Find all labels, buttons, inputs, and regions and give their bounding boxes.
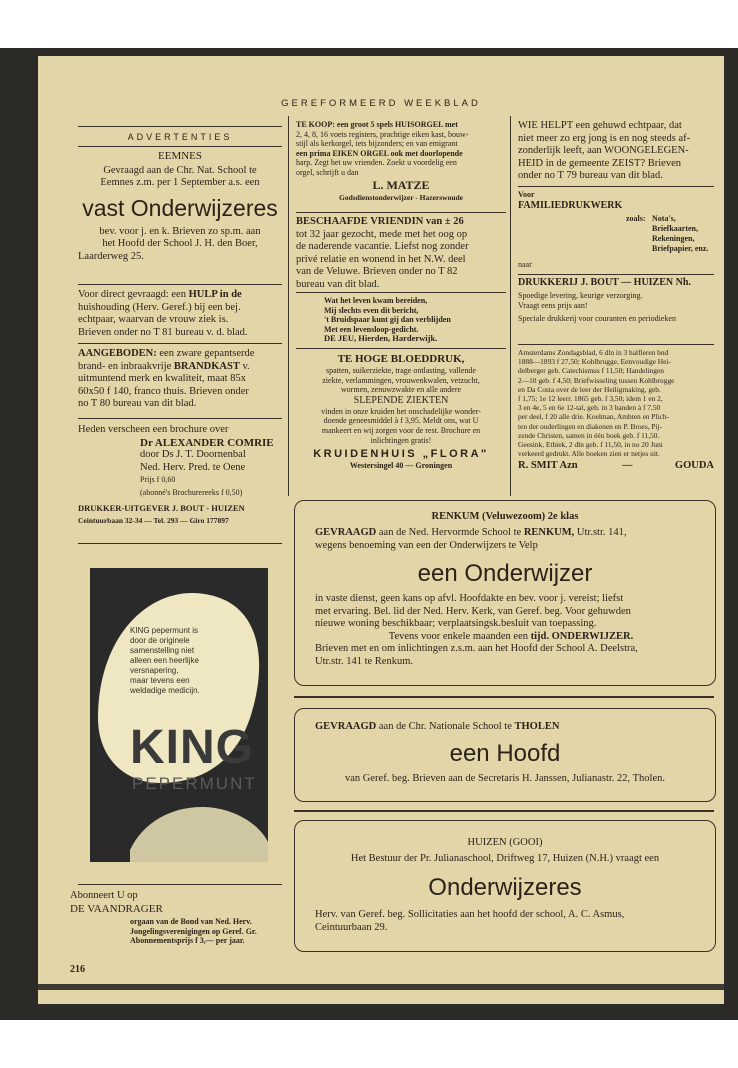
ad-line: Jongelingsverenigingen op Geref. Gr.: [130, 926, 257, 936]
ad-line: Ceintuurbaan 29.: [315, 921, 388, 933]
king-text-line: alleen een heerlijke: [130, 656, 199, 665]
ad-brandkast: [78, 348, 282, 411]
ad-line: inlichtingen gratis!: [370, 435, 432, 445]
rule: [296, 292, 506, 293]
ad-comrie: [78, 424, 282, 527]
ad-headline: een Hoofd: [449, 740, 561, 767]
ad-line: Vraagt eens prijs aan!: [518, 300, 588, 310]
ad-line: f 1,75; 1e 12 leerr. 1865 geb. f 3,50; idem 1 en 2,: [518, 394, 663, 404]
ad-bout: [518, 190, 714, 324]
ad-text: aan de Chr. Nationale School te: [376, 721, 515, 732]
ad-line: Laarderweg 25.: [78, 250, 144, 262]
ad-line: zende Christen, samen in één boek geb. f 11,50.: [518, 430, 660, 440]
ad-headline: Onderwijzeres: [428, 874, 582, 901]
ad-line: doende geneesmiddel à f 3,95. Meldt ons, wat U: [323, 416, 479, 426]
ad-hulp: [78, 289, 282, 339]
king-text-line: weldadige medicijn.: [130, 686, 200, 695]
ad-line: Het Bestuur der Pr. Julianaschool, Driftweg 17, Huizen (N.H.) vraagt een: [350, 853, 660, 864]
rule: [78, 284, 282, 285]
rule: [296, 212, 506, 213]
ad-line: 2, 4, 8, 16 voets registers, prachtige eiken kast, bouw-: [296, 129, 469, 139]
ad-line: Amsterdams Zondagsblad, 6 dln in 3 halfleren bnd: [518, 348, 669, 357]
ad-text-bold: GEVRAAGD: [315, 721, 377, 732]
king-peppermint-ad: [90, 568, 268, 862]
ad-line: Utr.str. 141 te Renkum.: [315, 655, 413, 667]
column-divider: [510, 116, 511, 496]
ad-line: Spoedige levering, keurige verzorging.: [518, 291, 643, 301]
ad-line: Dr ALEXANDER COMRIE: [140, 436, 274, 449]
ad-text: aan de Ned. Hervormde School te: [376, 527, 524, 538]
ad-box-tholen: [294, 708, 716, 802]
ad-name: R. SMIT Azn: [518, 460, 578, 472]
ad-name: KRUIDENHUIS „FLORA": [313, 448, 489, 461]
ad-line: orgel, schrijft u dan: [296, 167, 359, 177]
ad-line: van Geref. beg. Brieven aan de Secretaris H. Janssen, Julianastr. 22, Tholen.: [345, 773, 665, 784]
tholen-line: [315, 721, 707, 734]
ad-line: met ervaring. Bel. lid der Ned. Herv. Kerk, van Geref. beg. Voor gehuwden: [315, 605, 631, 617]
ad-line: bev. voor j. en k. Brieven zo sp.m. aan: [99, 225, 261, 237]
ad-line: ten der ouderlingen en diakenen en P. Broes, Pij-: [518, 421, 663, 431]
ad-line: privé relatie en wonend in het N.W. deel: [296, 253, 466, 265]
ad-text-bold: HULP in de: [188, 289, 242, 300]
ad-line: (abonné's Brochurereeks f 0,50): [140, 487, 243, 497]
ad-text: Nota's,: [652, 213, 676, 223]
rule: [78, 146, 282, 147]
ad-line: FAMILIEDRUKWERK: [518, 199, 623, 211]
rule: [294, 696, 714, 698]
rule: [518, 274, 714, 275]
ad-line: wegens benoeming van een der Onderwijzers te Velp: [315, 539, 538, 551]
ad-line: het Hoofd der School J. H. den Boer,: [102, 238, 258, 249]
ad-box-renkum: [294, 500, 716, 686]
ad-vaandrager: [70, 890, 282, 946]
bout-items: [518, 212, 714, 260]
ad-line: 't Bruidspaar kunt gij dan verblijden: [324, 315, 451, 325]
ad-line: vinden in onze kruiden het onschadelijke wonder-: [321, 406, 481, 416]
ad-text-bold: THOLEN: [514, 721, 560, 732]
ad-line: en Da Costa over de leer der Heiligmaking, geb.: [518, 384, 661, 394]
king-text-line: versnapering,: [130, 666, 179, 675]
ad-headline: vast Onderwijzeres: [82, 194, 278, 221]
ad-title: TE HOGE BLOEDDRUK,: [337, 353, 465, 365]
ad-text: Briefpapier, enz.: [652, 243, 709, 253]
ad-headline: een Onderwijzer: [417, 560, 593, 587]
ad-place: EEMNES: [158, 150, 202, 162]
ad-text: Briefkaarten,: [652, 223, 698, 233]
ad-line: per deel, f 20 alle drie. Koelman, Ambten en Plich-: [518, 412, 670, 422]
ad-text-bold: tijd. ONDERWIJZER.: [530, 630, 634, 642]
page-number: 216: [70, 964, 85, 975]
ad-title: HUIZEN (GOOI): [467, 837, 543, 848]
ad-name: L. MATZE: [372, 177, 430, 192]
ad-subname: Godsdienstonderwijzer - Hazerswoude: [338, 192, 464, 202]
ad-city: GOUDA: [674, 460, 714, 472]
ad-text-bold: AANGEBODEN:: [78, 348, 157, 359]
ad-line: TE KOOP: een groot 5 spels HUISORGEL met: [296, 120, 458, 129]
ad-title: RENKUM (Veluwezoom) 2e klas: [431, 511, 579, 522]
page-header: GEREFORMEERD WEEKBLAD: [281, 98, 481, 109]
ad-text: Voor direct gevraagd: een: [78, 289, 189, 300]
huizen-body: [315, 909, 707, 934]
ad-line: Met een levensloop-gedicht.: [324, 324, 419, 334]
ad-dash: —: [622, 460, 633, 472]
king-text-line: KING pepermunt is: [130, 626, 199, 635]
ad-line: 2—10 geb. f 4,50; Briefwisseling tussen Kohlbrugge: [518, 375, 675, 385]
ad-text: Tevens voor enkele maanden een: [388, 630, 531, 642]
ad-line: een prima EIKEN ORGEL ook met doorlopende: [296, 148, 463, 158]
ad-address: Westersingel 40 — Groningen: [349, 461, 453, 471]
ad-line: 1888—1893 f 27,50; Kohlbrugge, Eenvoudige Hei-: [518, 357, 671, 367]
ad-line: Voor: [518, 190, 535, 199]
ad-line: no T 80 bureau van dit blad.: [78, 398, 197, 409]
ad-text: Rekeningen,: [652, 233, 695, 243]
ad-text: v.: [239, 360, 250, 372]
ad-line: in vaste dienst, geen kans op afvl. Hoofdakte en bev. voor j. vereist; liefst: [315, 593, 624, 604]
ad-line: spatten, suikerziekte, trage ontlasting, vallende: [326, 366, 476, 375]
ad-line: uitmuntend merk en kwaliteit, maat 85x: [78, 373, 246, 384]
ad-address: Ceintuurbaan 32-34 — Tel. 293 — Giro 177897: [78, 515, 229, 525]
ad-line: mankeert en wij zorgen voor de rest. Brochure en: [321, 425, 481, 435]
ad-line: DE VAANDRAGER: [70, 902, 163, 915]
ad-name: DRUKKERIJ J. BOUT — HUIZEN Nh.: [518, 277, 691, 289]
ad-vriendin: [296, 216, 506, 291]
ad-line: tot 32 jaar gezocht, mede met het oog op: [296, 228, 468, 240]
ad-line: Mij slechts even dit bericht,: [324, 305, 419, 315]
ad-line: Gevraagd aan de Chr. Nat. School te: [103, 164, 257, 176]
ad-line: 60x50 f 140, franco thuis. Brieven onder: [78, 385, 249, 397]
ad-box-huizen: [294, 820, 716, 952]
king-text-line: door de originele: [130, 636, 190, 645]
ad-line: Brieven met en om inlichtingen z.s.m. aan het Hoofd der School A. Deelstra,: [315, 643, 638, 654]
ad-line: van de Veluwe. Brieven onder no T 82: [296, 266, 458, 277]
ad-line: Abonnementsprijs f 3,— per jaar.: [130, 936, 245, 946]
ad-line: Ned. Herv. Pred. te Oene: [140, 461, 246, 473]
ad-line: BESCHAAFDE VRIENDIN van ± 26: [296, 216, 464, 227]
ad-text-bold: BRANDKAST: [173, 360, 240, 372]
rule: [296, 348, 506, 349]
ad-line: Herv. van Geref. beg. Sollicitaties aan het hoofd der school, A. C. Asmus,: [315, 909, 625, 920]
rule: [78, 543, 282, 544]
ad-line: DE JEU, Hierden, Harderwijk.: [324, 333, 438, 344]
rule: [78, 884, 282, 885]
ad-line: niet meer zo erg jong is en nog steeds af-: [518, 132, 691, 144]
ad-line: Speciale drukkerij voor couranten en periodieken: [518, 314, 676, 324]
king-ad-text: [130, 626, 200, 696]
ad-line: bureau van dit blad.: [296, 278, 380, 290]
ad-price: Prijs f 0,60: [140, 475, 176, 484]
ad-line: Eemnes z.m. per 1 September a.s. een: [100, 177, 260, 188]
king-brand: KING: [130, 721, 254, 774]
ad-line: huishouding (Herv. Geref.) bij een bej.: [78, 301, 241, 313]
ad-line: door Ds J. T. Doornenbal: [140, 449, 246, 460]
rule: [518, 344, 714, 345]
rule: [294, 810, 714, 812]
smit-signature: [518, 459, 714, 472]
ad-line: Geesink, Ethiek, 2 dln geb. f 11,50, in no 20 Juni: [518, 440, 663, 450]
newspaper-page: [38, 56, 724, 1004]
ad-text: zoals:: [626, 213, 646, 223]
ad-line: de naderende vacantie. Liefst nog zonder: [296, 241, 469, 252]
ad-line: Wat het leven kwam bereiden,: [324, 296, 428, 305]
ad-flora: [296, 352, 506, 471]
ad-line: delberger geb. Catechismus f 11,50; Handelingen: [518, 366, 664, 376]
rule: [78, 126, 282, 127]
ad-text: Utr.str. 141,: [574, 527, 627, 538]
ad-line: Heden verscheen een brochure over: [78, 424, 229, 435]
ad-text-bold: GEVRAAGD: [315, 527, 377, 538]
king-text-line: samenstelling niet: [130, 646, 195, 655]
ad-line: WIE HELPT een gehuwd echtpaar, dat: [518, 120, 682, 131]
section-title: ADVERTENTIES: [127, 132, 233, 142]
ad-line: SLEPENDE ZIEKTEN: [353, 394, 449, 406]
ad-line: naar: [518, 259, 532, 269]
rule: [78, 343, 282, 344]
king-sub: PEPERMUNT: [132, 774, 257, 793]
ad-jeu: [296, 296, 506, 344]
ad-line: harp. Zegt het uw vrienden. Zoekt u voordelig een: [296, 158, 457, 168]
ad-line: 3 en 4e, 5 en 6e 12-tal, geb. in 3 banden à f 7,50: [518, 403, 661, 413]
ad-line: verkeerd gedrukt. Alle boeken zien er netjes uit.: [518, 449, 660, 459]
renkum-body-bottom: [315, 593, 707, 668]
ad-line: stijl als kerkorgel, iets bijzonders; en van emigrant: [296, 139, 458, 149]
ad-line: HEID in de gemeente ZEIST? Brieven: [518, 157, 681, 169]
ad-line: ziekte, verlammingen, vrouwenkwalen, vetzucht,: [322, 375, 480, 385]
ad-publisher: DRUKKER-UITGEVER J. BOUT - HUIZEN: [78, 503, 245, 513]
ad-line: Brieven onder no T 81 bureau v. d. blad.: [78, 326, 248, 338]
king-ad-graphic: [90, 568, 268, 862]
ad-help: [518, 120, 714, 183]
column-divider: [288, 116, 289, 496]
ad-line: wormen, zenuwzwakte en alle andere: [340, 385, 462, 395]
ad-text: een zware gepantserde: [156, 348, 255, 359]
ad-smit: [518, 348, 714, 472]
page-bottom-edge: [38, 984, 724, 990]
ad-line: nieuwe woning beschikbaar; verplaatsingsk.besluit van toepassing.: [315, 618, 597, 629]
ad-orgel: [296, 120, 506, 202]
renkum-body-top: [315, 527, 707, 552]
ad-line: Abonneert U op: [70, 890, 138, 901]
rule: [78, 418, 282, 419]
ad-line: orgaan van de Bond van Ned. Herv.: [130, 917, 252, 926]
ad-eemnes: [78, 150, 282, 263]
ad-line: onder no T 79 bureau van dit blad.: [518, 170, 663, 181]
ad-line: zonderlijk leeft, aan WOONGELEGEN-: [518, 145, 689, 156]
ad-line: echtpaar, waarvan de vrouw ziek is.: [78, 314, 229, 325]
king-text-line: maar tevens een: [130, 676, 190, 685]
ad-text-bold: RENKUM,: [523, 527, 575, 538]
ad-text: brand- en inbraakvrije: [78, 360, 174, 372]
rule: [518, 186, 714, 187]
